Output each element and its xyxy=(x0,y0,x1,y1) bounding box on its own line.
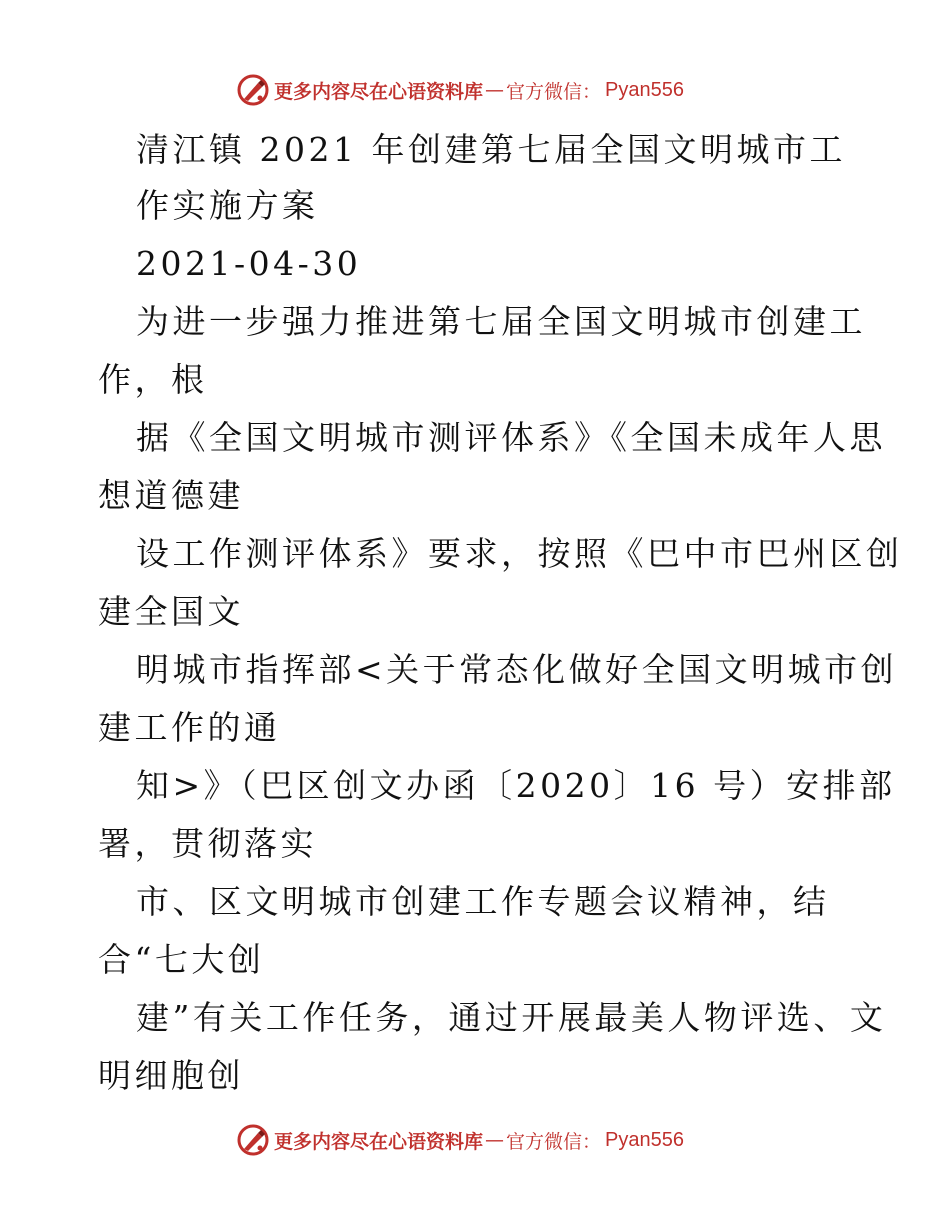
paragraph-line: 据《全国文明城市测评体系》《全国未成年人思 xyxy=(136,418,886,457)
doc-date: 2021-04-30 xyxy=(136,244,362,283)
doc-title-line-1: 清江镇 2021 年创建第七届全国文明城市工 xyxy=(136,130,846,169)
paragraph-line: 建”有关工作任务，通过开展最美人物评选、文 xyxy=(136,998,887,1037)
header-watermark xyxy=(236,72,684,108)
paragraph-line: 建工作的通 xyxy=(98,708,281,747)
paragraph-line: 市、区文明城市创建工作专题会议精神，结 xyxy=(136,882,830,921)
watermark-wechat-id: Pyan556 xyxy=(605,1128,684,1151)
watermark-wechat-label: 官方微信： xyxy=(506,1130,602,1153)
doc-title-line-2: 作实施方案 xyxy=(136,186,319,225)
watermark-separator: — xyxy=(485,79,505,101)
watermark-wechat-label: 官方微信： xyxy=(506,80,602,103)
paragraph-line: 知>》（巴区创文办函〔2020〕16 号）安排部 xyxy=(136,766,896,805)
paragraph-line: 署，贯彻落实 xyxy=(98,824,317,863)
paragraph-line: 作，根 xyxy=(98,360,208,399)
watermark-wechat-id: Pyan556 xyxy=(605,78,684,101)
paragraph-line: 设工作测评体系》要求，按照《巴中市巴州区创 xyxy=(136,534,903,573)
watermark-text: 更多内容尽在心语资料库 xyxy=(274,1130,484,1153)
footer-watermark xyxy=(236,1122,684,1158)
paragraph-line: 想道德建 xyxy=(98,476,244,515)
pen-logo-icon xyxy=(236,1123,270,1157)
paragraph-line: 合“七大创 xyxy=(98,940,265,979)
paragraph-line: 明城市指挥部<关于常态化做好全国文明城市创 xyxy=(136,650,898,689)
watermark-separator: — xyxy=(485,1129,505,1151)
paragraph-line: 明细胞创 xyxy=(98,1056,244,1095)
pen-logo-icon xyxy=(236,73,270,107)
watermark-text: 更多内容尽在心语资料库 xyxy=(274,80,484,103)
paragraph-line: 为进一步强力推进第七届全国文明城市创建工 xyxy=(136,302,866,341)
paragraph-line: 建全国文 xyxy=(98,592,244,631)
